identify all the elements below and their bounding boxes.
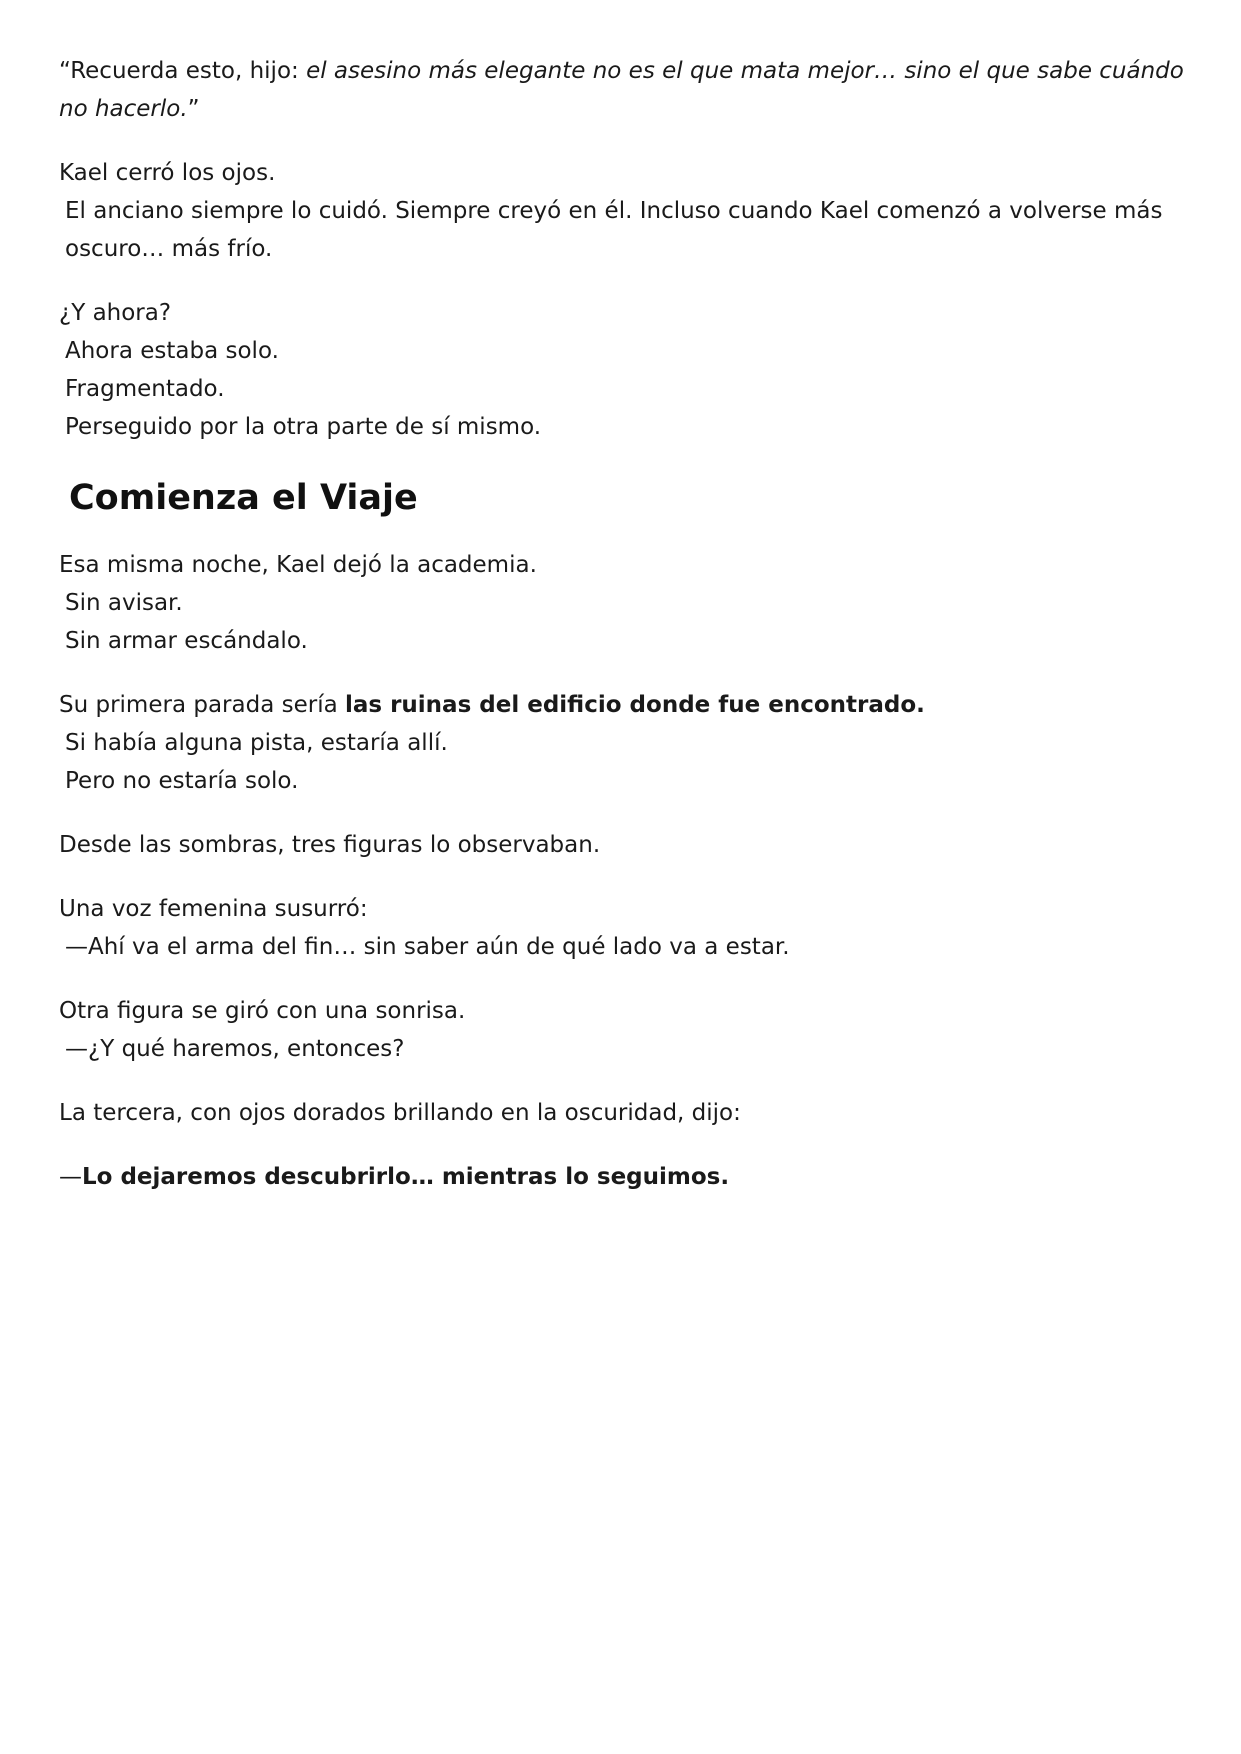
paragraph-shadows	[59, 826, 1184, 864]
text-line: —¿Y qué haremos, entonces?	[65, 1036, 405, 1062]
quote-italic: el asesino más elegante no es el que mata mejor… sino el que sabe cuándo no hacerlo.	[59, 58, 1184, 122]
paragraph-kael-eyes	[59, 154, 1184, 268]
paragraph-y-ahora	[59, 294, 1184, 446]
text-line: Perseguido por la otra parte de sí mismo.	[65, 414, 542, 440]
quote-prefix: “Recuerda esto, hijo:	[59, 58, 307, 84]
text-line: Desde las sombras, tres figuras lo observaban.	[59, 832, 601, 858]
paragraph-third-figure	[59, 1094, 1184, 1132]
text-line: Pero no estaría solo.	[65, 768, 299, 794]
paragraph-first-stop	[59, 686, 1184, 800]
paragraph-second-figure	[59, 992, 1184, 1068]
first-stop-prefix: Su primera parada sería	[59, 692, 345, 718]
text-line	[59, 686, 1184, 724]
text-line: Kael cerró los ojos.	[59, 160, 276, 186]
text-line: Sin armar escándalo.	[65, 628, 308, 654]
final-dash: —	[59, 1164, 82, 1190]
paragraph-leaves-academy	[59, 546, 1184, 660]
text-line: Fragmentado.	[65, 376, 225, 402]
document-page	[59, 52, 1184, 1222]
paragraph-final-line	[59, 1158, 1184, 1196]
final-bold: Lo dejaremos descubrirlo… mientras lo seguimos.	[82, 1164, 730, 1190]
first-stop-bold: las ruinas del edificio donde fue encontrado.	[344, 692, 925, 718]
paragraph-female-voice	[59, 890, 1184, 966]
paragraph-quote	[59, 52, 1184, 128]
text-line: Otra figura se giró con una sonrisa.	[59, 998, 466, 1024]
text-line: El anciano siempre lo cuidó. Siempre creyó en él. Incluso cuando Kael comenzó a volverse más oscuro… más frío.	[65, 198, 1170, 262]
text-line: —Ahí va el arma del fin… sin saber aún de qué lado va a estar.	[65, 934, 790, 960]
text-line: Una voz femenina susurró:	[59, 896, 368, 922]
text-line: ¿Y ahora?	[59, 300, 172, 326]
text-line: La tercera, con ojos dorados brillando en la oscuridad, dijo:	[59, 1100, 741, 1126]
text-line: Ahora estaba solo.	[65, 338, 279, 364]
quote-suffix: ”	[187, 96, 200, 122]
text-line: Sin avisar.	[65, 590, 183, 616]
text-line: Si había alguna pista, estaría allí.	[65, 730, 448, 756]
section-heading: Comienza el Viaje	[69, 478, 418, 518]
text-line: Esa misma noche, Kael dejó la academia.	[59, 552, 537, 578]
